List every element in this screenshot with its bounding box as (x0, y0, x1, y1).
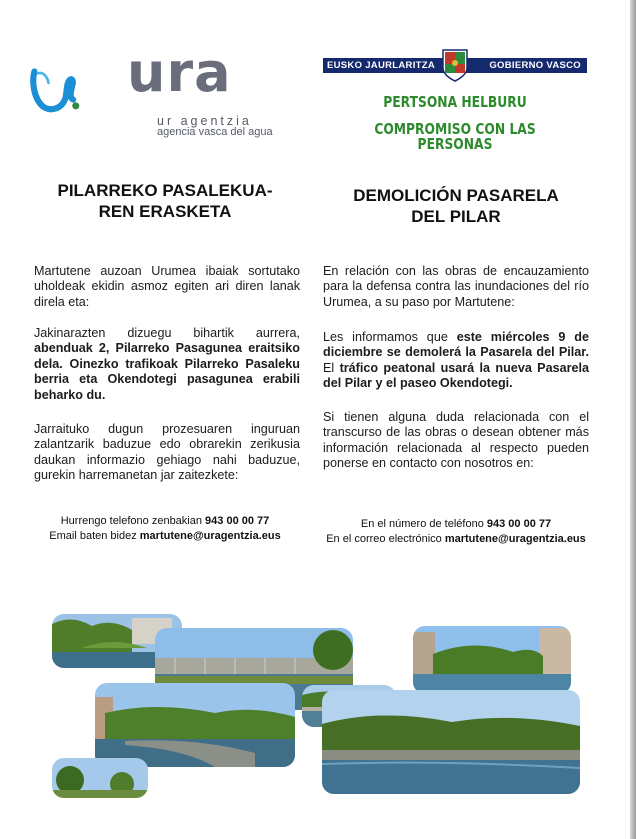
basque-notice-bold: abenduak 2, Pilarreko Pasagunea eraitsiko dela. Oinezko trafikoak Pilarreko Pasaleku berria eta Okendotegi pasagunea erabili beharko du. (34, 341, 300, 402)
spanish-phone-label: En el número de teléfono (360, 518, 487, 530)
tagline-basque: PERTSONA HELBURU (383, 93, 527, 111)
basque-intro: Martutene auzoan Urumea ibaiak sortutako uholdeak ekidin asmoz egiten ari diren lanak direla eta: (34, 264, 300, 309)
basque-title-line1: PILARREKO PASALEKUA- (57, 181, 273, 200)
basque-email-label: Email baten bidez (49, 530, 140, 542)
gobierno-vasco-logo (323, 48, 587, 82)
basque-contact-intro: Jarraituko dugun prozesuaren inguruan zalantzarik baduzue edo obrarekin zerikusia daukan informazio gehiago nahi baduzue, gurekin harremanetan jar zaitezkete: (34, 422, 300, 483)
ura-logo-mark (30, 40, 140, 140)
basque-title (20, 180, 310, 222)
spanish-contact-intro: Si tienen alguna duda relacionada con el transcurso de las obras o desean obtener más información relacionada al respecto pueden ponerse en contacto con nosotros en: (323, 410, 589, 471)
basque-phone: 943 00 00 77 (205, 515, 270, 527)
ura-subtitle-basque: ur agentzia (157, 114, 252, 128)
spanish-title (311, 185, 601, 227)
spanish-notice-bold1: este miércoles 9 de diciembre se demolerá la Pasarela del Pilar. (323, 330, 589, 360)
basque-email-link[interactable]: martutene@uragentzia.eus (139, 530, 281, 542)
spanish-title-line1: DEMOLICIÓN PASARELA (353, 186, 559, 205)
river-buildings-photo (413, 626, 571, 694)
coat-of-arms-icon (441, 48, 469, 82)
basque-notice-lead: Jakinarazten dizuegu bihartik aurrera, (34, 326, 300, 340)
spanish-email-label: En el correo electrónico (326, 533, 445, 545)
spanish-notice-lead: Les informamos que (323, 330, 457, 344)
tagline-spanish: COMPROMISO CON LAS PERSONAS (374, 120, 536, 153)
gv-right-label: GOBIERNO VASCO (489, 60, 581, 71)
page-edge-shadow (630, 0, 636, 839)
basque-notice (34, 326, 300, 403)
spanish-contact (311, 517, 601, 547)
spanish-phone: 943 00 00 77 (486, 518, 552, 530)
basque-title-line2: REN ERASKETA (98, 202, 232, 221)
trees-small-photo (52, 758, 148, 798)
spanish-notice-mid: El (323, 360, 340, 375)
spanish-notice-bold2: tráfico peatonal usará la nueva Pasarela del Pilar y el paseo Okendotegi. (323, 360, 590, 391)
basque-phone-label: Hurrengo telefono zenbakian (60, 515, 206, 527)
gv-left-label: EUSKO JAURLARITZA (327, 60, 436, 71)
ura-subtitle-spanish: agencia vasca del agua (157, 126, 273, 138)
spanish-email-link[interactable]: martutene@uragentzia.eus (444, 533, 586, 545)
riverside-wide-photo (322, 690, 580, 794)
basque-contact (20, 514, 310, 544)
spanish-intro: En relación con las obras de encauzamiento para la defensa contra las inundaciones del río Urumea, a su paso por Martutene: (323, 264, 589, 309)
spanish-notice (323, 330, 589, 392)
river-pond-photo (95, 683, 295, 767)
spanish-title-line2: DEL PILAR (411, 207, 501, 226)
ura-wordmark: ura (127, 41, 232, 104)
